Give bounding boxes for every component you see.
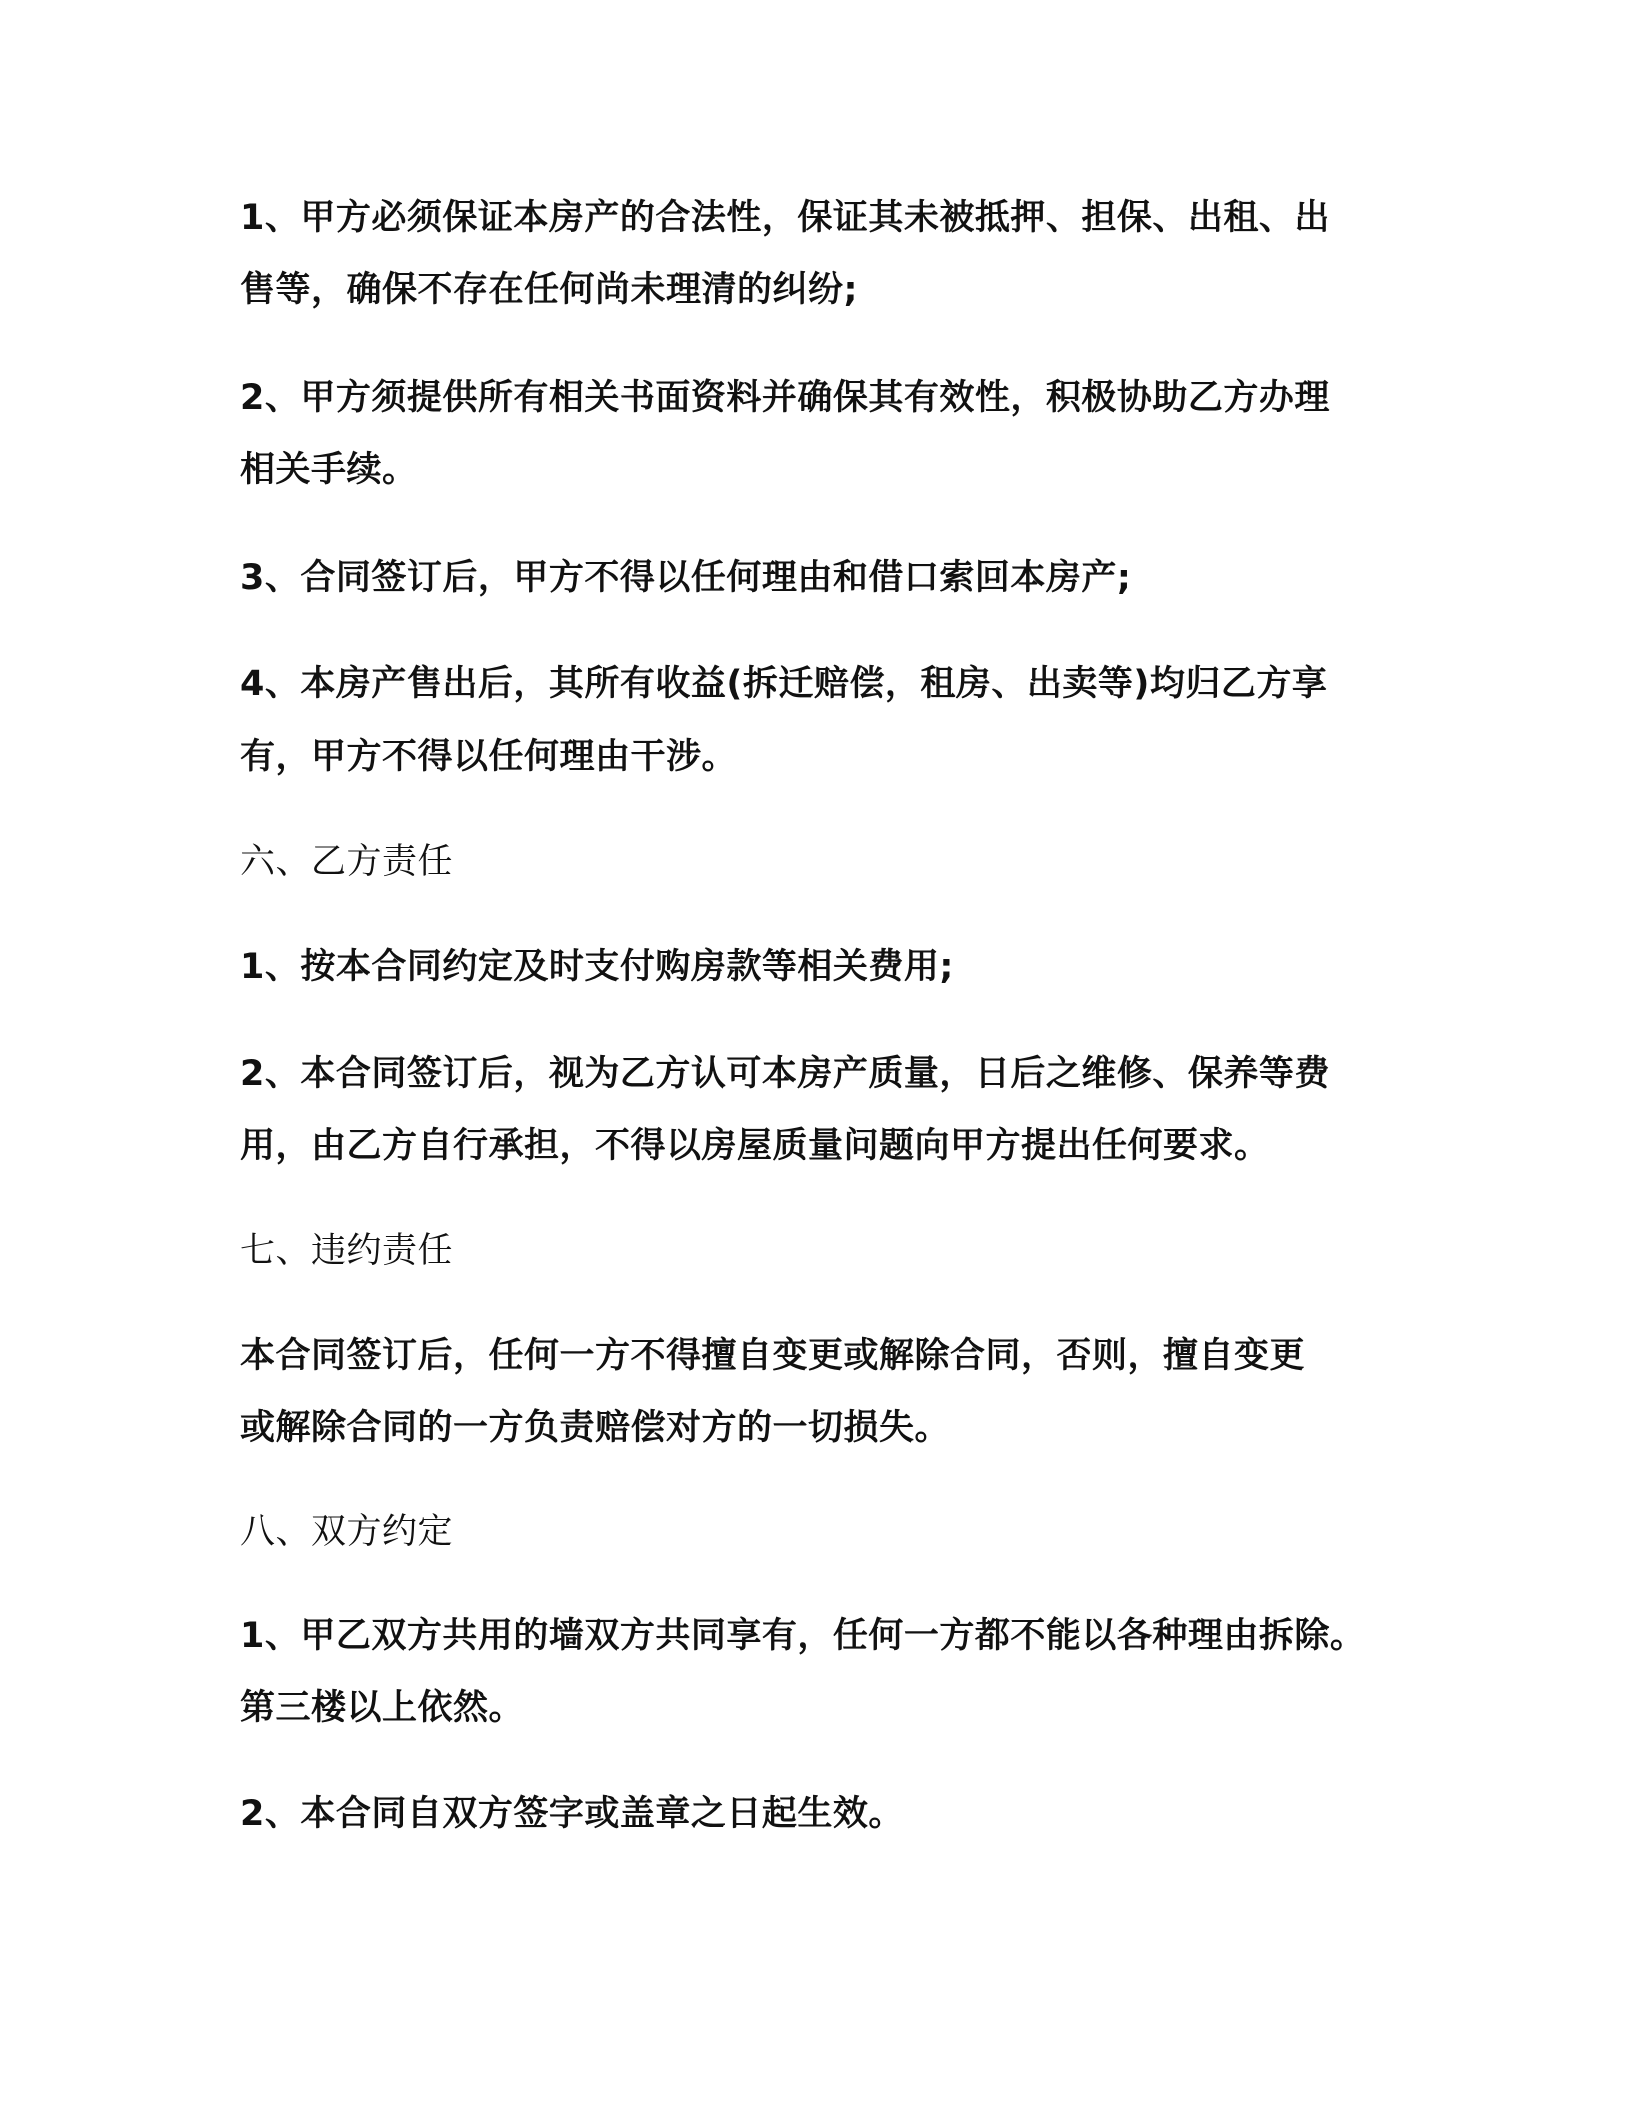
clause-6-1-line-1: 1、按本合同约定及时支付购房款等相关费用;: [240, 947, 954, 987]
clause-6-2-line-1: 2、本合同签订后，视为乙方认可本房产质量，日后之维修、保养等费: [240, 1054, 1330, 1094]
clause-5-1-line-1: 1、甲方必须保证本房产的合法性，保证其未被抵押、担保、出租、出: [240, 198, 1330, 238]
clause-8-1-line-1: 1、甲乙双方共用的墙双方共同享有，任何一方都不能以各种理由拆除。: [240, 1616, 1366, 1656]
clause-5-2-line-2: 相关手续。: [240, 450, 418, 490]
clause-6-2-line-2: 用，由乙方自行承担，不得以房屋质量问题向甲方提出任何要求。: [240, 1126, 1270, 1166]
clause-5-4-line-2: 有，甲方不得以任何理由干涉。: [240, 737, 738, 777]
clause-8-2-line-1: 2、本合同自双方签字或盖章之日起生效。: [240, 1794, 904, 1834]
section-8-heading: 八、双方约定: [240, 1512, 454, 1552]
clause-5-1-line-2: 售等，确保不存在任何尚未理清的纠纷;: [240, 270, 858, 310]
clause-7-line-1: 本合同签订后，任何一方不得擅自变更或解除合同，否则，擅自变更: [240, 1336, 1306, 1376]
clause-5-4-line-1: 4、本房产售出后，其所有收益(拆迁赔偿，租房、出卖等)均归乙方享: [240, 664, 1328, 704]
clause-8-1-line-2: 第三楼以上依然。: [240, 1688, 525, 1728]
clause-5-3-line-1: 3、合同签订后，甲方不得以任何理由和借口索回本房产;: [240, 558, 1132, 598]
clause-5-2-line-1: 2、甲方须提供所有相关书面资料并确保其有效性，积极协助乙方办理: [240, 378, 1330, 418]
clause-7-line-2: 或解除合同的一方负责赔偿对方的一切损失。: [240, 1408, 951, 1448]
section-6-heading: 六、乙方责任: [240, 842, 454, 882]
section-7-heading: 七、违约责任: [240, 1231, 454, 1271]
